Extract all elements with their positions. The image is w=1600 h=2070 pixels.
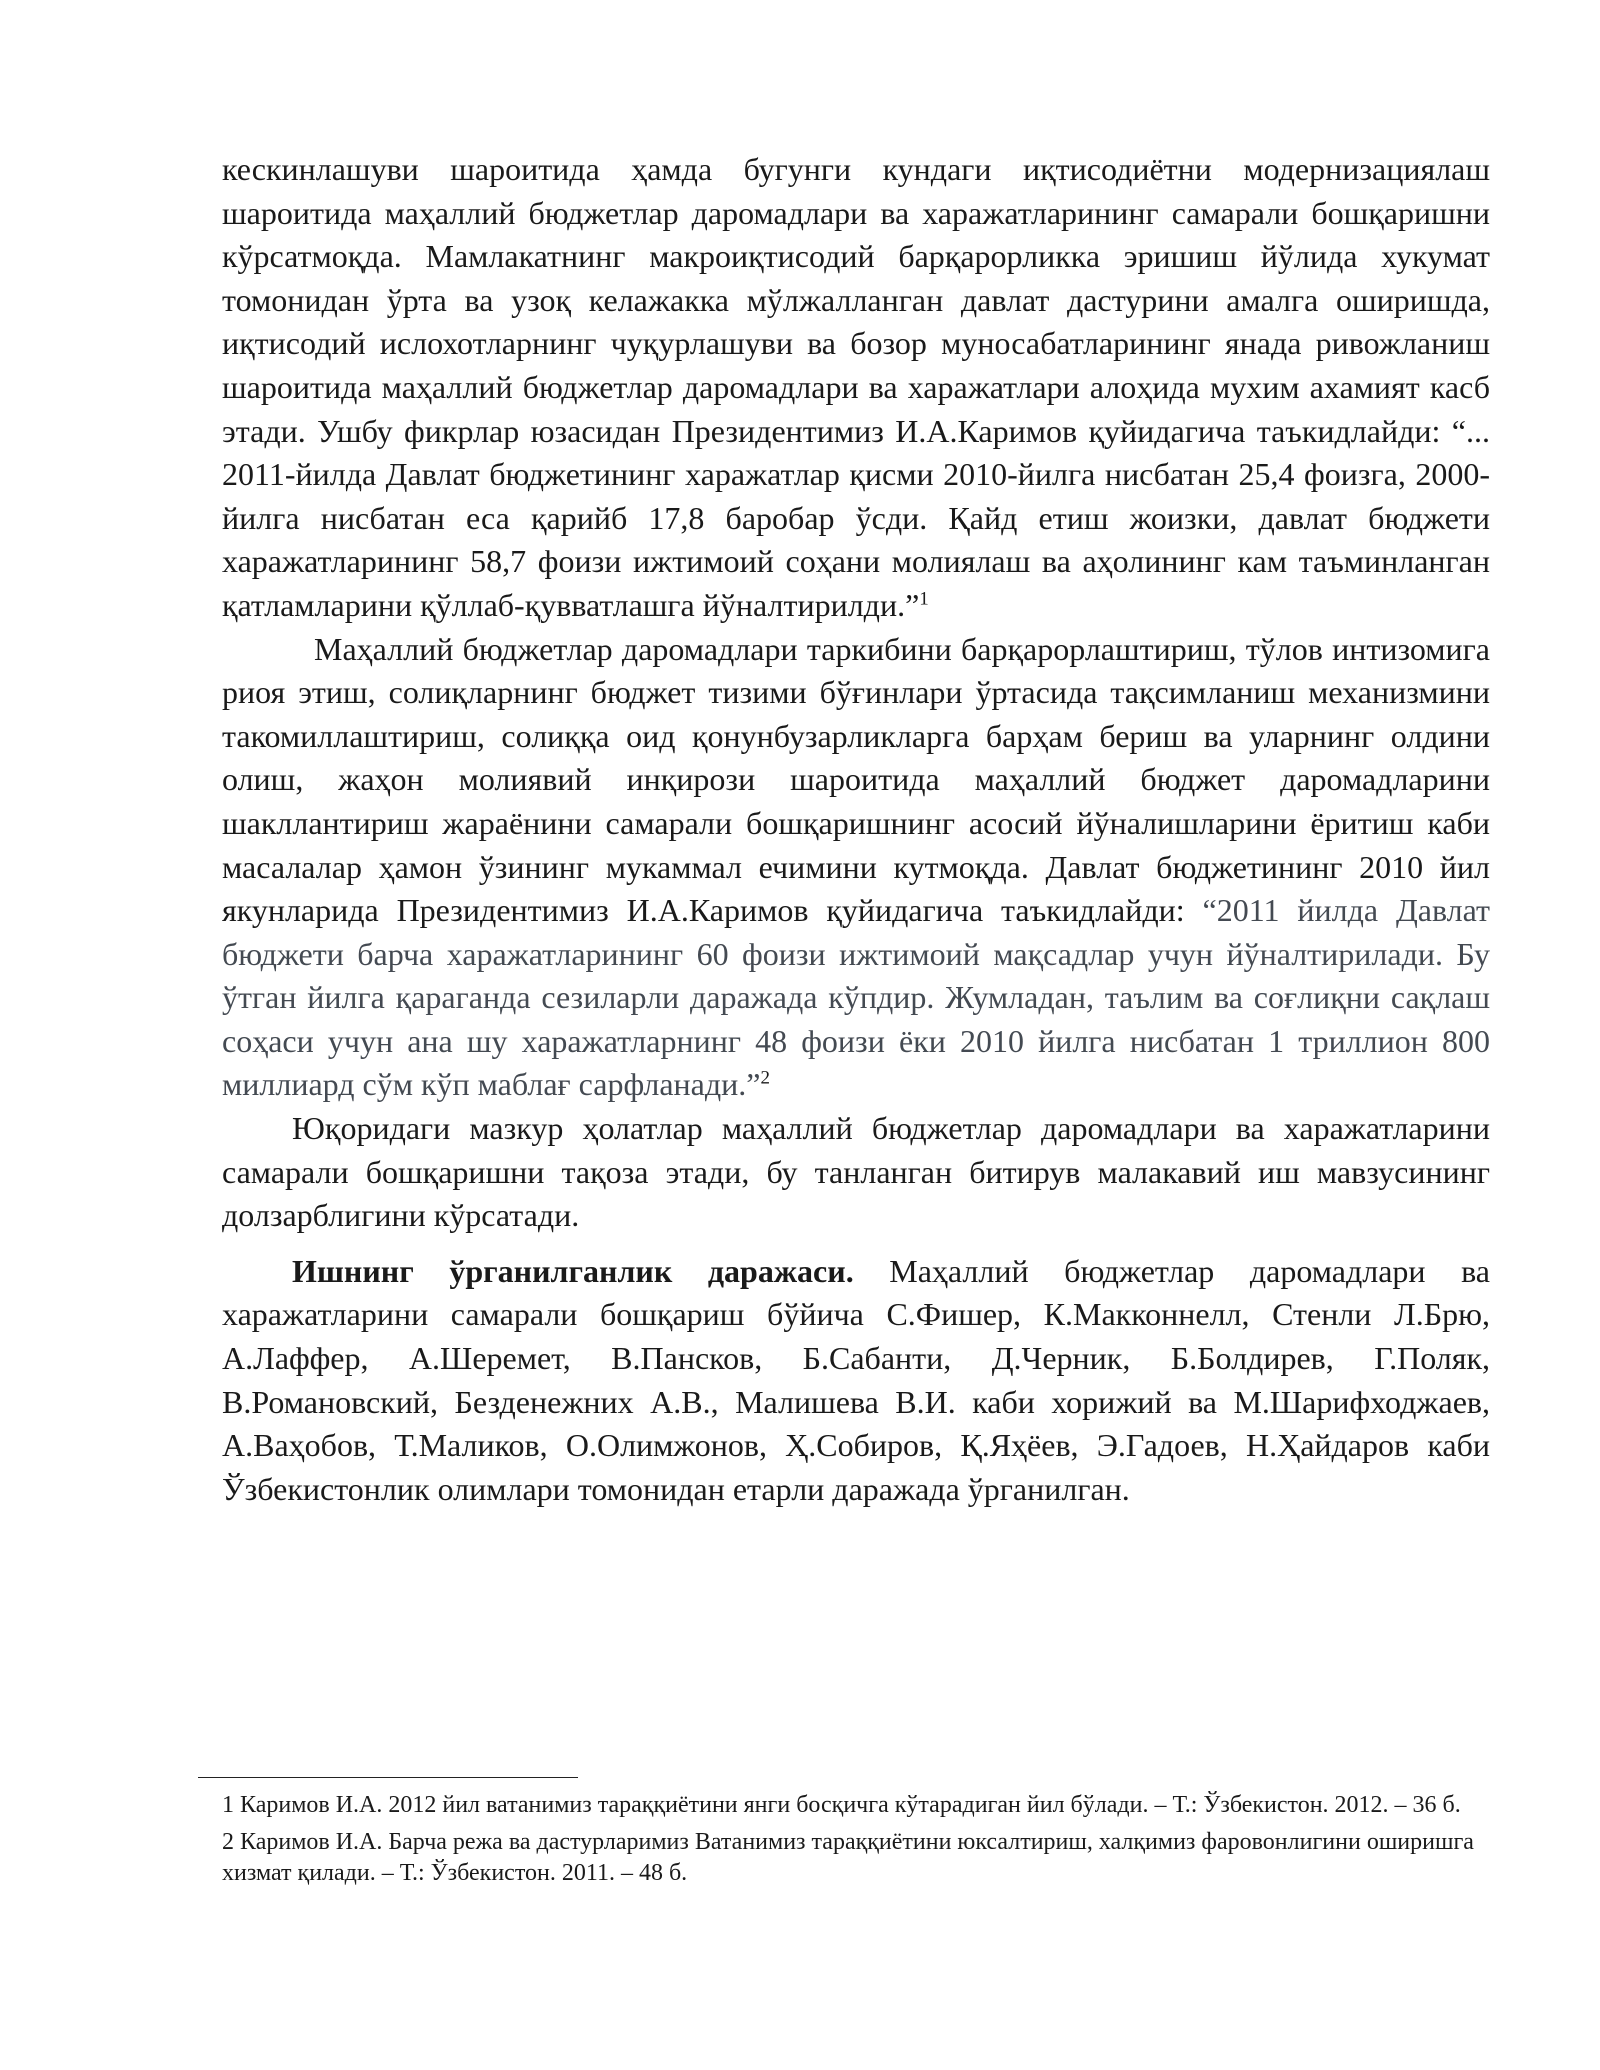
- footnote-ref-1[interactable]: 1: [919, 588, 929, 610]
- section-heading-inline: Ишнинг ўрганилганлик даражаси.: [292, 1252, 854, 1289]
- footnote-1: 1 Каримов И.А. 2012 йил ватанимиз тараққиётини янги босқичга кўтарадиган йил бўлади. – Т.: Ўзбекистон. 2012. – 36 б.: [222, 1792, 1461, 1818]
- paragraph-2-intro: Маҳаллий бюджетлар даромадлари таркибини барқарорлаштириш, тўлов интизомига риоя этиш, солиқларнинг бюджет тизими бўғинлари ўртасида тақсимланиш механизмини такомиллаштириш, солиққа оид қонунбузарликларга барҳам бериш ва уларнинг олдини олиш, жаҳон молиявий инқирози шароитида маҳаллий бюджет даромадларини шакллантириш жараёнини самарали бошқаришнинг асосий йўналишларини ёритиш каби масалалар ҳамон ўзининг мукаммал ечимини кутмоқда. Давлат бюджетининг 2010 йил якунларида Президентимиз И.А.Каримов қуйидагича таъкидлайди:: [222, 630, 1490, 929]
- paragraph-2-quote: “2011 йилда Давлат бюджети барча харажатларининг 60 фоизи ижтимоий мақсадлар учун йўналтирилади. Бу ўтган йилга қараганда сезиларли даражада кўпдир. Жумладан, таълим ва соғлиқни сақлаш соҳаси учун ана шу харажатларнинг 48 фоизи ёки 2010 йилга нисбатан 1 триллион 800 миллиард сўм кўп маблағ сарфланади.”: [222, 892, 1491, 1103]
- footnote-2: 2 Каримов И.А. Барча режа ва дастурларимиз Ватанимиз тараққиётини юксалтириш, халқимиз фаровонлигини оширишга хизмат қилади. – Т.: Ўзбекистон. 2011. – 48 б.: [222, 1829, 1474, 1886]
- paragraph-4: [222, 1250, 1490, 1512]
- footnotes: [222, 1790, 1490, 1895]
- paragraph-1: [222, 148, 1490, 628]
- paragraph-4-text: Маҳаллий бюджетлар даромадлари ва харажатларини самарали бошқариш бўйича С.Фишер, К.Макконнелл, Стенли Л.Брю, А.Лаффер, А.Шеремет, В.Пансков, Б.Сабанти, Д.Черник, Б.Болдирев, Г.Поляк, В.Романовский, Безденежних А.В., Малишева В.И. каби хорижий ва М.Шарифходжаев, А.Ваҳобов, Т.Маликов, О.Олимжонов, Ҳ.Собиров, Қ.Яҳёев, Э.Гадоев, Н.Ҳайдаров каби Ўзбекистонлик олимлари томонидан етарли даражада ўрганилган.: [222, 1252, 1490, 1507]
- paragraph-2: [222, 628, 1490, 1108]
- footnote-separator: [198, 1777, 578, 1778]
- paragraph-1-text: кескинлашуви шароитида ҳамда бугунги кундаги иқтисодиётни модернизациялаш шароитида маҳаллий бюджетлар даромадлари ва харажатларининг самарали бошқаришни кўрсатмоқда. Мамлакатнинг макроиқтисодий барқарорликка эришиш йўлида хукумат томонидан ўрта ва узоқ келажакка мўлжалланган давлат дастурини амалга оширишда, иқтисодий ислохотларнинг чуқурлашуви ва бозор муносабатларининг янада ривожланиш шароитида маҳаллий бюджетлар даромадлари ва харажатлари алоҳида мухим ахамият касб этади. Ушбу фикрлар юзасидан Президентимиз И.А.Каримов қуйидагича таъкидлайди: “... 2011-йилда Давлат бюджетининг харажатлар қисми 2010-йилга нисбатан 25,4 фоизга, 2000-йилга нисбатан еса қарийб 17,8 баробар ўсди. Қайд етиш жоизки, давлат бюджети харажатларининг 58,7 фоизи ижтимоий соҳани молиялаш ва аҳолининг кам таъминланган қатламларини қўллаб-қувватлашга йўналтирилди.”: [222, 151, 1490, 623]
- footnote-ref-2[interactable]: 2: [760, 1067, 770, 1089]
- document-body: [222, 148, 1490, 1511]
- paragraph-3: Юқоридаги мазкур ҳолатлар маҳаллий бюджетлар даромадлари ва харажатларини самарали бошқаришни тақоза этади, бу танланган битирув малакавий иш мавзусининг долзарблигини кўрсатади.: [222, 1110, 1490, 1234]
